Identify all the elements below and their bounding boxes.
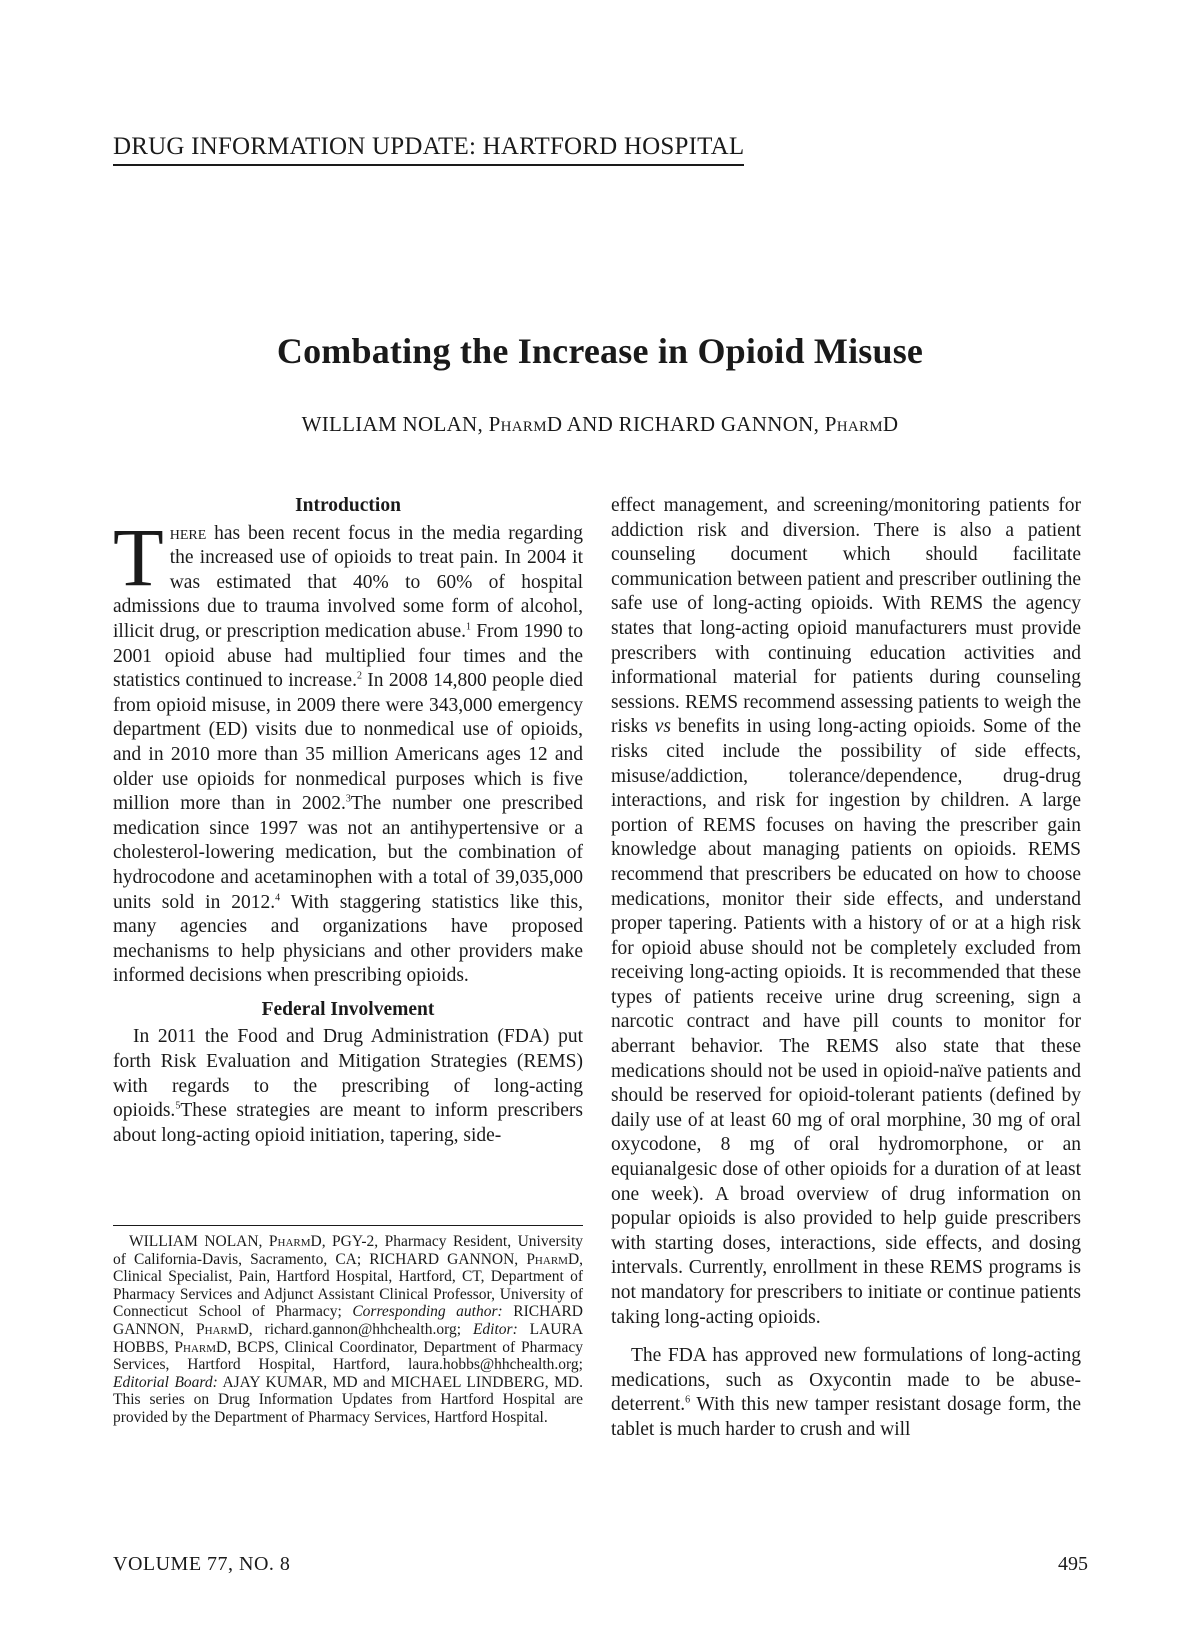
left-column bbox=[113, 494, 583, 1148]
ref-3: 3 bbox=[345, 793, 351, 805]
footnote-degree: PharmD bbox=[526, 1250, 580, 1268]
federal-paragraph bbox=[113, 1025, 583, 1148]
intro-text-d: The number one prescribed medication since 1997 was not an antihypertensive or a cholesterol-lowering medication, but the combination of hydrocodone and acetaminophen with a total of 39,035,000 units sold in 2012. bbox=[113, 793, 584, 913]
author-1: WILLIAM NOLAN, bbox=[301, 412, 484, 436]
footnote-text: LAURA HOBBS, bbox=[113, 1320, 584, 1356]
rems-paragraph bbox=[611, 494, 1081, 1330]
footnote-text: , PGY-2, Pharmacy Resident, University of California-Davis, Sacramento, CA; RICHARD GANNON, bbox=[113, 1233, 584, 1268]
intro-paragraph bbox=[113, 510, 584, 989]
footnote-degree: PharmD bbox=[195, 1320, 249, 1338]
federal-text-b: These strategies are meant to inform prescribers about long-acting opioid initiation, tapering, side- bbox=[113, 1100, 583, 1146]
ref-6: 6 bbox=[685, 1394, 691, 1406]
footnote-text: , Clinical Specialist, Pain, Hartford Hospital, Hartford, CT, Department of Pharmacy Services and Adjunct Assistant Clinical Professor, University of Connecticut School of Pharmacy; bbox=[113, 1250, 584, 1321]
intro-lead-word: here bbox=[169, 522, 207, 544]
intro-text-c: In 2008 14,800 people died from opioid misuse, in 2009 there were 343,000 emergency department (ED) visits due to nonmedical use of opioids, and in 2010 more than 35 million Americans ages 12 and older use opioids for nonmedical purposes which is five million more than in 2002. bbox=[113, 670, 583, 815]
intro-text-b: From 1990 to 2001 opioid abuse had multiplied four times and the statistics continued to increase. bbox=[113, 620, 583, 692]
intro-text-a: has been recent focus in the media regarding the increased use of opioids to treat pain. In 2004 it was estimated that 40% to 60% of hospital admissions due to trauma involved some form of alcohol, illicit drug, or prescription medication abuse. bbox=[113, 522, 583, 642]
heading-federal-involvement: Federal Involvement bbox=[261, 998, 435, 1020]
fda-text-a: The FDA has approved new formulations of long-acting medications, such as Oxycontin made to be abuse-deterrent. bbox=[611, 1345, 1081, 1416]
footnote-text: RICHARD GANNON, bbox=[113, 1303, 583, 1338]
ref-2: 2 bbox=[356, 670, 362, 682]
ref-1: 1 bbox=[466, 621, 472, 633]
footer-page-number: 495 bbox=[1058, 1553, 1088, 1575]
intro-text-e: With staggering statistics like this, many agencies and organizations have proposed mechanisms to help physicians and other providers make informed decisions when prescribing opioids. bbox=[113, 891, 583, 987]
article-title: Combating the Increase in Opioid Misuse bbox=[276, 331, 924, 371]
footnote-label: Editorial Board: bbox=[113, 1373, 218, 1391]
author-conjunction: AND bbox=[566, 412, 614, 436]
article-authors bbox=[0, 412, 1200, 437]
footer-volume: VOLUME 77, NO. 8 bbox=[113, 1553, 291, 1575]
footnote-text: , BCPS, Clinical Coordinator, Department of Pharmacy Services, Hartford Hospital, Hartford, laura.hobbs@hhchealth.org; bbox=[113, 1338, 584, 1374]
footnote-label: Corresponding author: bbox=[352, 1303, 503, 1321]
footnote-email: , richard.gannon@hhchealth.org; bbox=[248, 1320, 462, 1338]
footnote-degree: PharmD bbox=[174, 1338, 228, 1356]
vs-italic: vs bbox=[654, 716, 671, 738]
federal-text-a: In 2011 the Food and Drug Administration (FDA) put forth Risk Evaluation and Mitigation Strategies (REMS) with regards to the prescribing of long-acting opioids. bbox=[113, 1026, 583, 1122]
author-1-degree: PharmD bbox=[488, 412, 563, 436]
footnote-label: Editor: bbox=[472, 1320, 518, 1338]
author-2-degree: PharmD bbox=[824, 412, 899, 436]
rems-text-b: benefits in using long-acting opioids. Some of the risks cited include the possibility of side effects, misuse/addiction, tolerance/dependence, drug-drug interactions, and risk for ingestion by children. A large portion of REMS focuses on having the prescriber gain knowledge about managing patients on opioids. REMS recommend that prescribers be educated on how to choose medications, monitor their side effects, and understand proper tapering. Patients with a history of or at a high risk for opioid abuse should not be completely excluded from receiving long-acting opioids. It is recommended that these types of patients receive urine drug screening, sign a narcotic contract and have pill counts to monitor for aberrant behavior. The REMS also state that these medications should not be used in opioid-naïve patients and should be reserved for opioid-tolerant patients (defined by daily use of at least 60 mg of oral morphine, 30 mg of oral oxycodone, 8 mg of oral hydromorphone, or an equianalgesic dose of other opioids for a duration of at least one week). A broad overview of drug information on popular opioids is also provided to help guide prescribers with starting doses, interactions, side effects, and dosing intervals. Currently, enrollment in these REMS programs is not mandatory for prescribers to initiate or continue patients taking long-acting opioids. bbox=[611, 716, 1081, 1328]
running-head: DRUG INFORMATION UPDATE: HARTFORD HOSPITAL bbox=[113, 133, 744, 166]
footnote-rule bbox=[113, 1225, 583, 1226]
fda-paragraph bbox=[611, 1344, 1081, 1442]
ref-4: 4 bbox=[275, 892, 281, 903]
footnote-text: WILLIAM NOLAN, bbox=[129, 1233, 263, 1250]
drop-cap: T bbox=[113, 510, 164, 603]
right-column bbox=[611, 494, 1081, 1443]
footnote-text: AJAY KUMAR, MD and MICHAEL LINDBERG, MD. This series on Drug Information Updates from Hartford Hospital are provided by the Department of Pharmacy Services, Hartford Hospital. bbox=[113, 1373, 583, 1426]
footnote-degree: PharmD bbox=[268, 1233, 322, 1250]
author-footnote bbox=[113, 1233, 583, 1427]
ref-5: 5 bbox=[175, 1100, 181, 1112]
fda-text-b: With this new tamper resistant dosage form, the tablet is much harder to crush and will bbox=[611, 1394, 1081, 1440]
author-2: RICHARD GANNON, bbox=[618, 412, 820, 436]
rems-text-a: effect management, and screening/monitoring patients for addiction risk and diversion. There is also a patient counseling document which should facilitate communication between patient and prescriber outlining the safe use of long-acting opioids. With REMS the agency states that long-acting opioid manufacturers must provide prescribers with continuing education activities and informational material for patients during counseling sessions. REMS recommend assessing patients to weigh the risks bbox=[611, 495, 1081, 738]
heading-introduction: Introduction bbox=[295, 495, 401, 516]
